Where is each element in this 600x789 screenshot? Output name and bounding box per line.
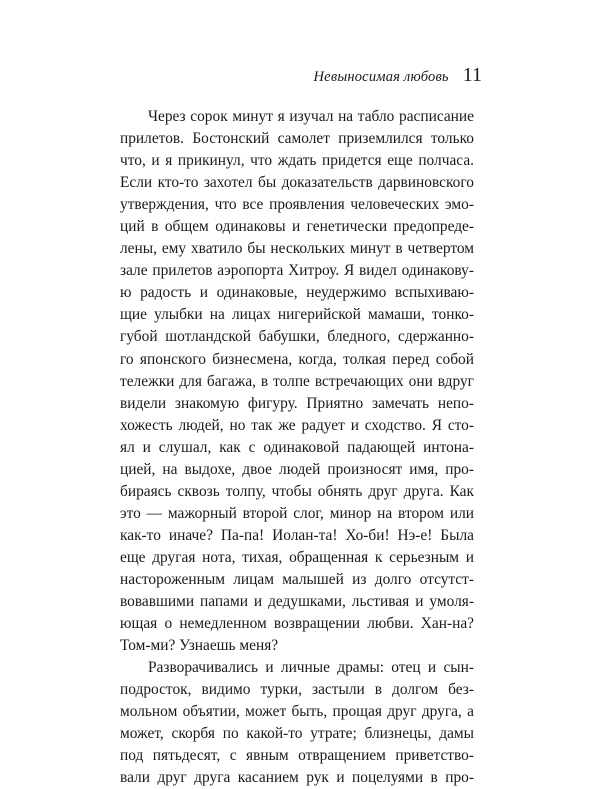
text-line: хожесть людей, но так же радует и сходство. Я сто- bbox=[120, 416, 474, 434]
text-line: подросток, видимо турки, застыли в долгом без- bbox=[120, 681, 474, 699]
text-line: Через сорок минут я изучал на табло расписание bbox=[148, 108, 474, 125]
text-line: вовавшими папами и дедушками, льстивая и умоля- bbox=[120, 593, 474, 611]
page-number: 11 bbox=[462, 64, 482, 86]
paragraph-1 bbox=[120, 106, 474, 657]
text-line: ю радость и одинаковые, неудержимо вспыхиваю- bbox=[120, 284, 474, 302]
text-line: мольном объятии, может быть, прощая друг друга, а bbox=[120, 703, 474, 721]
text-line: бираясь сквозь толпу, чтобы обнять друг друга. Как bbox=[120, 482, 474, 500]
running-head bbox=[314, 64, 482, 87]
text-line: еще другая нота, тихая, обращенная к серьезным и bbox=[120, 548, 474, 566]
text-line: ций в общем одинаковы и генетически предопреде- bbox=[120, 218, 474, 236]
text-line: под пятьдесят, с явным отвращением приветство- bbox=[120, 747, 474, 765]
running-title: Невыносимая любовь bbox=[313, 69, 449, 85]
text-line: тележки для багажа, в толпе встречающих они вдруг bbox=[120, 372, 474, 390]
text-line: Том-ми? Узнаешь меня? bbox=[120, 637, 279, 655]
paragraph-2 bbox=[120, 657, 474, 789]
text-line: настороженным лицам малышей из долго отсутст- bbox=[120, 570, 474, 588]
text-line: Разворачивались и личные драмы: отец и сын- bbox=[148, 659, 474, 677]
text-line: го японского бизнесмена, когда, толкая перед собой bbox=[120, 350, 474, 368]
text-line: ял и слушал, как с одинаковой падающей интона- bbox=[120, 438, 474, 456]
text-line: что, и я прикинул, что ждать придется еще полчаса. bbox=[120, 152, 474, 170]
text-line: как-то иначе? Па-па! Иолан-та! Хо-би! Нэ-е! Была bbox=[120, 526, 474, 544]
text-line: это — мажорный второй слог, минор на втором или bbox=[120, 504, 474, 522]
text-line: Если кто-то захотел бы доказательств дарвиновского bbox=[120, 174, 474, 192]
text-line: прилетов. Бостонский самолет приземлился только bbox=[120, 130, 474, 148]
text-line: губой шотландской бабушки, бледного, сдержанно- bbox=[120, 328, 474, 346]
text-line: может, скорбя по какой-то утрате; близнецы, дамы bbox=[120, 725, 474, 743]
text-line: цией, на выдохе, двое людей произносят имя, про- bbox=[120, 460, 474, 478]
text-line: утверждения, что все проявления человеческих эмо- bbox=[120, 196, 474, 214]
text-line: щие улыбки на лицах нигерийской мамаши, тонко- bbox=[120, 306, 474, 324]
body-text bbox=[120, 106, 474, 789]
text-line: зале прилетов аэропорта Хитроу. Я видел одинакову- bbox=[120, 262, 474, 280]
text-line: лены, ему хватило бы нескольких минут в четвертом bbox=[120, 240, 474, 258]
text-line: ющая о немедленном возвращении любви. Хан-на? bbox=[120, 615, 474, 633]
text-line: вали друг друга касанием рук и поцелуями в про- bbox=[120, 769, 474, 787]
text-line: видели знакомую фигуру. Приятно замечать непо- bbox=[120, 394, 474, 412]
